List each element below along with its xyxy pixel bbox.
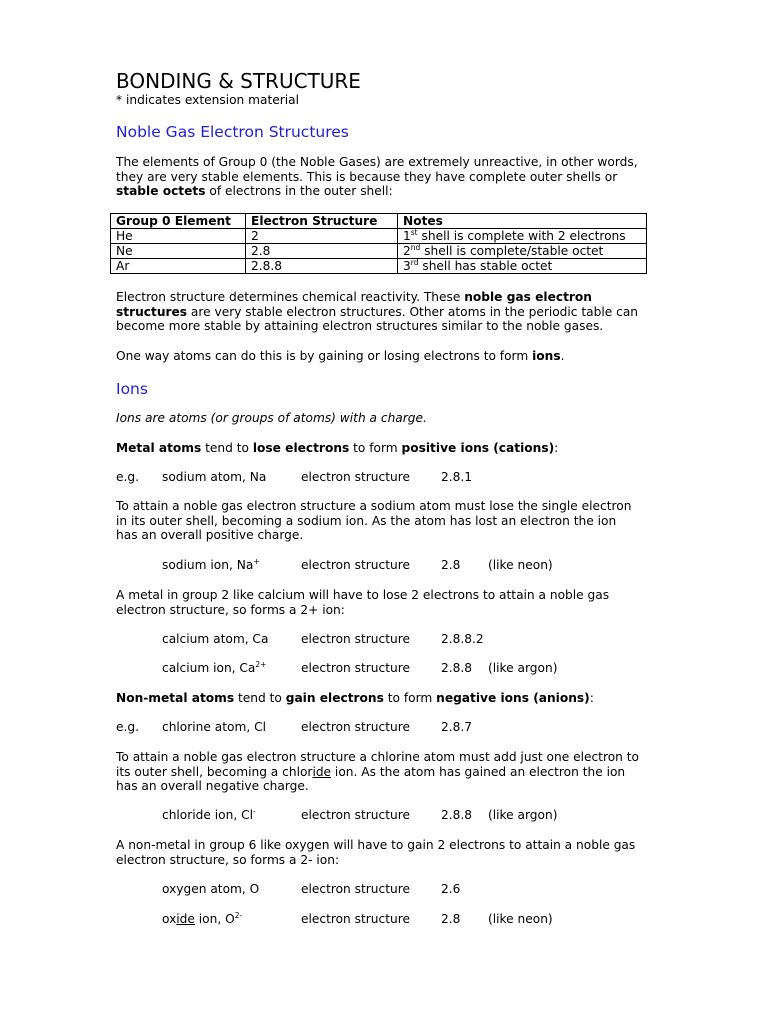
nonmetal-line-text-1: tend to <box>234 691 286 705</box>
chlorine-line-3: has an overall negative charge. <box>116 779 309 794</box>
section-heading-noble-gas: Noble Gas Electron Structures <box>116 123 349 141</box>
chlorine-line-2 <box>116 765 656 780</box>
calcium-line-1: A metal in group 2 like calcium will have to lose 2 electrons to attain a noble gas <box>116 588 610 602</box>
sodium-line-3: has an overall positive charge. <box>116 528 304 543</box>
example-sodium-ion <box>0 558 768 573</box>
lose-electrons-term: lose electrons <box>252 441 350 455</box>
table-cell-notes <box>398 229 647 244</box>
chlorine-line-2-pre: its outer shell, becoming a chlor <box>116 764 313 779</box>
note-ordinal-suffix: st <box>410 227 418 237</box>
example-note: (like argon) <box>488 661 558 675</box>
intro-line-3-text: of electrons in the outer shell: <box>205 184 393 199</box>
metal-line-text-2: to form <box>349 441 402 455</box>
negative-ions-term: negative ions (anions) <box>436 691 590 705</box>
ion-charge: + <box>253 556 260 566</box>
note-ordinal: 1 <box>403 229 411 243</box>
example-oxygen-atom <box>0 882 768 897</box>
intro-line-1: The elements of Group 0 (the Noble Gases) are extremely unreactive, in other words, <box>116 155 638 169</box>
ide-suffix: ide <box>312 764 332 779</box>
reactivity-line-3: become more stable by attaining electron structures similar to the noble gases. <box>116 319 604 334</box>
table-header-notes: Notes <box>398 214 647 229</box>
example-value: 2.8.8 <box>441 661 473 675</box>
example-label: electron structure <box>301 632 410 646</box>
chlorine-paragraph <box>116 750 656 794</box>
example-label: electron structure <box>301 912 410 926</box>
note-text: shell is complete/stable octet <box>420 244 604 258</box>
example-label: electron structure <box>301 808 410 822</box>
reactivity-line-1 <box>116 290 656 305</box>
note-ordinal: 2 <box>403 244 411 258</box>
example-chloride-ion <box>0 808 768 823</box>
table-row <box>111 259 647 274</box>
reactivity-paragraph <box>116 290 656 334</box>
example-name <box>162 661 266 676</box>
metal-line-colon: : <box>554 441 559 455</box>
metal-line-text-1: tend to <box>201 441 253 455</box>
example-name <box>162 808 256 823</box>
intro-paragraph <box>116 155 656 199</box>
positive-ions-term: positive ions (cations) <box>401 441 555 455</box>
example-note: (like neon) <box>488 558 553 572</box>
example-name: calcium atom, Ca <box>162 632 269 646</box>
reactivity-line-1-text: Electron structure determines chemical reactivity. These <box>116 290 465 304</box>
table-header-row <box>111 214 647 229</box>
example-prefix: e.g. <box>116 720 139 734</box>
oxygen-paragraph <box>116 838 656 867</box>
metal-atoms-line <box>116 441 558 456</box>
ions-intro-text: One way atoms can do this is by gaining or losing electrons to form <box>116 349 533 363</box>
example-value: 2.8.8 <box>441 808 473 822</box>
example-value: 2.8.1 <box>441 470 473 484</box>
reactivity-line-2-text: are very stable electron structures. Other atoms in the periodic table can <box>187 304 639 319</box>
table-header-structure: Electron Structure <box>246 214 398 229</box>
ions-term: ions <box>532 349 561 363</box>
calcium-line-2: electron structure, so forms a 2+ ion: <box>116 602 345 617</box>
ions-definition: Ions are atoms (or groups of atoms) with a charge. <box>116 411 427 425</box>
nonmetal-line-colon: : <box>589 691 594 705</box>
metal-atoms-term: Metal atoms <box>116 441 202 455</box>
section-heading-ions: Ions <box>116 380 148 398</box>
ions-intro-period: . <box>560 349 565 363</box>
example-value: 2.8 <box>441 558 461 572</box>
table-cell-structure: 2.8.8 <box>246 259 398 274</box>
sodium-paragraph <box>116 499 656 543</box>
table-cell-element: Ar <box>111 259 246 274</box>
ion-charge: 2+ <box>255 659 267 669</box>
note-ordinal-suffix: nd <box>410 242 421 252</box>
note-ordinal-suffix: rd <box>410 257 419 267</box>
table-cell-element: Ne <box>111 244 246 259</box>
example-note: (like neon) <box>488 912 553 926</box>
calcium-paragraph <box>116 588 656 617</box>
table-header-element: Group 0 Element <box>111 214 246 229</box>
table-cell-element: He <box>111 229 246 244</box>
noble-gas-term: noble gas electron <box>464 290 592 304</box>
example-chlorine-atom <box>0 720 768 735</box>
example-sodium-atom <box>0 470 768 485</box>
gain-electrons-term: gain electrons <box>285 691 384 705</box>
oxygen-line-2: electron structure, so forms a 2- ion: <box>116 852 340 867</box>
example-value: 2.8 <box>441 912 461 926</box>
example-value: 2.6 <box>441 882 461 896</box>
table-cell-notes <box>398 259 647 274</box>
example-name: chlorine atom, Cl <box>162 720 266 734</box>
note-text: shell is complete with 2 electrons <box>417 229 626 243</box>
sodium-line-1: To attain a noble gas electron structure a sodium atom must lose the single electron <box>116 499 632 513</box>
example-label: electron structure <box>301 720 410 734</box>
table-cell-notes <box>398 244 647 259</box>
example-name: oxygen atom, O <box>162 882 260 896</box>
structures-term: structures <box>116 304 188 319</box>
example-name: sodium atom, Na <box>162 470 267 484</box>
ions-intro-line <box>116 349 564 364</box>
example-name-text: chloride ion, Cl <box>162 808 253 822</box>
stable-octets-term: stable octets <box>116 184 206 199</box>
intro-line-3 <box>116 184 656 199</box>
reactivity-line-2 <box>116 305 656 320</box>
sodium-line-2: in its outer shell, becoming a sodium ion. As the atom has lost an electron the ion <box>116 513 617 528</box>
nonmetal-atoms-line <box>116 691 594 706</box>
document-title: BONDING & STRUCTURE <box>116 69 361 93</box>
chlorine-line-1: To attain a noble gas electron structure a chlorine atom must add just one electron to <box>116 750 639 764</box>
chlorine-line-2-post: ion. As the atom has gained an electron the ion <box>331 764 626 779</box>
ion-charge: 2- <box>234 910 243 920</box>
example-name-pre: ox <box>162 912 177 926</box>
example-name-text: calcium ion, Ca <box>162 661 256 675</box>
intro-line-2: they are very stable elements. This is because they have complete outer shells or <box>116 169 618 184</box>
ide-suffix: ide <box>176 912 195 926</box>
table-row <box>111 229 647 244</box>
example-name <box>162 912 242 927</box>
example-value: 2.8.7 <box>441 720 473 734</box>
table-cell-structure: 2.8 <box>246 244 398 259</box>
note-ordinal: 3 <box>403 259 411 273</box>
noble-gas-table <box>110 213 647 274</box>
example-label: electron structure <box>301 661 410 675</box>
example-calcium-ion <box>0 661 768 676</box>
example-note: (like argon) <box>488 808 558 822</box>
example-label: electron structure <box>301 882 410 896</box>
ion-charge: - <box>252 806 256 816</box>
nonmetal-atoms-term: Non-metal atoms <box>116 691 235 705</box>
example-name-text: sodium ion, Na <box>162 558 254 572</box>
example-label: electron structure <box>301 558 410 572</box>
example-calcium-atom <box>0 632 768 647</box>
example-value: 2.8.8.2 <box>441 632 484 646</box>
note-text: shell has stable octet <box>418 259 553 273</box>
example-oxide-ion <box>0 912 768 927</box>
document-subtitle: * indicates extension material <box>116 93 300 107</box>
example-prefix: e.g. <box>116 470 139 484</box>
oxygen-line-1: A non-metal in group 6 like oxygen will have to gain 2 electrons to attain a noble gas <box>116 838 636 852</box>
table-cell-structure: 2 <box>246 229 398 244</box>
nonmetal-line-text-2: to form <box>383 691 437 705</box>
example-name-post: ion, O <box>194 912 235 926</box>
example-name <box>162 558 260 573</box>
table-row <box>111 244 647 259</box>
example-label: electron structure <box>301 470 410 484</box>
